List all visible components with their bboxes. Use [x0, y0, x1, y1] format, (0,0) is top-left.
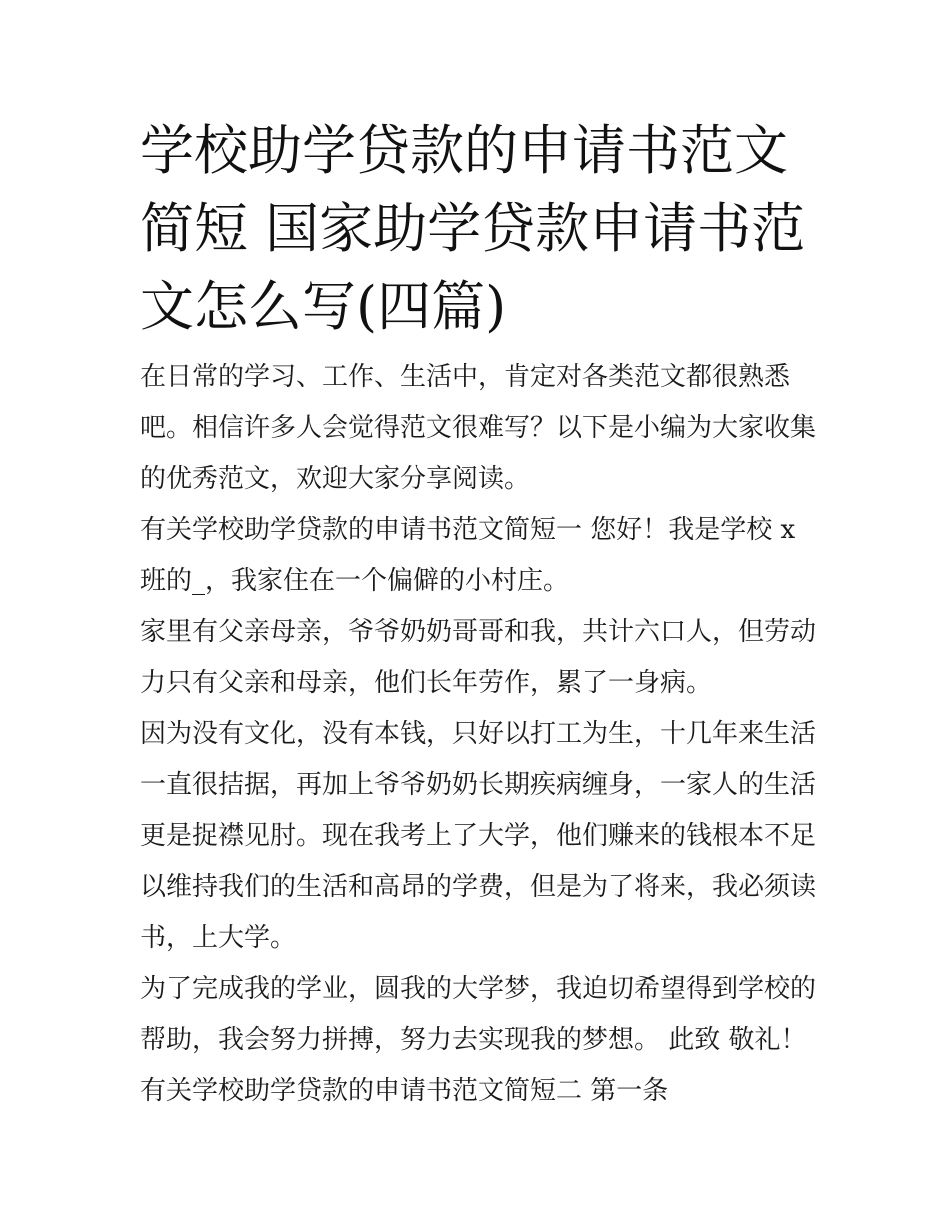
paragraph-closing: 为了完成我的学业，圆我的大学梦，我迫切希望得到学校的帮助，我会努力拼搏，努力去实现我的梦想。 此致 敬礼！ 有关学校助学贷款的申请书范文简短二 第一条: [140, 974, 817, 1106]
paragraph-intro: 在日常的学习、工作、生活中，肯定对各类范文都很熟悉吧。相信许多人会觉得范文很难写？以下是小编为大家收集的优秀范文，欢迎大家分享阅读。: [140, 362, 817, 494]
document-body: [140, 352, 820, 1117]
paragraph-greeting: 有关学校助学贷款的申请书范文简短一 您好！我是学校 x 班的_，我家住在一个偏僻的小村庄。: [140, 515, 796, 596]
paragraph-hardship: 因为没有文化，没有本钱，只好以打工为生，十几年来生活一直很拮据，再加上爷爷奶奶长期疾病缠身，一家人的生活更是捉襟见肘。现在我考上了大学，他们赚来的钱根本不足以维持我们的生活和高昂的学费，但是为了将来，我必须读书，上大学。: [140, 719, 817, 953]
paragraph-family: 家里有父亲母亲，爷爷奶奶哥哥和我，共计六口人，但劳动力只有父亲和母亲，他们长年劳作，累了一身病。: [140, 617, 817, 698]
document-title: 学校助学贷款的申请书范文简短 国家助学贷款申请书范文怎么写(四篇): [140, 119, 806, 338]
